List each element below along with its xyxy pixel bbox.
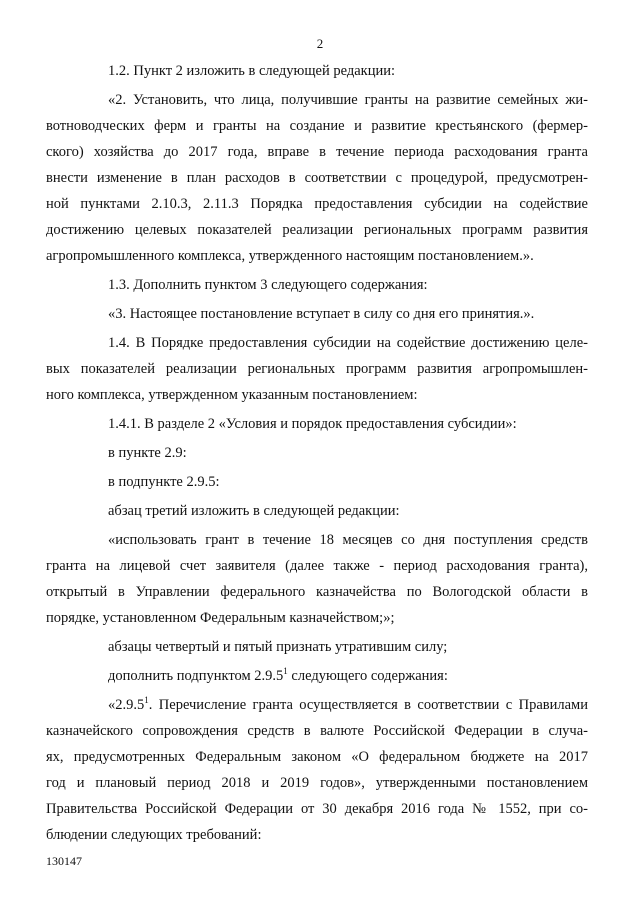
document-id: 130147 (46, 854, 82, 868)
text-line: ях, предусмотренных Федеральным законом «О федеральном бюджете на 2017 (46, 749, 588, 765)
text-line: казначейского сопровождения средств в валюте Российской Федерации в случа- (46, 723, 588, 739)
paragraph-add-subpoint (46, 663, 588, 689)
paragraph-1-4-1: 1.4.1. В разделе 2 «Условия и порядок предоставления субсидии»: (108, 416, 517, 432)
text-line: ной пунктами 2.10.3, 2.11.3 Порядка предоставления субсидии на содействие (46, 196, 588, 212)
superscript: 1 (283, 666, 288, 677)
paragraph-point-2-9: в пункте 2.9: (108, 445, 187, 461)
text-fragment: «2.9.5 (108, 697, 145, 713)
text-line: достижению целевых показателей реализации региональных программ развития (46, 222, 588, 238)
text-line: 1.4. В Порядке предоставления субсидии на содействие достижению целе- (108, 335, 588, 351)
text-line: порядке, установленном Федеральным казначейством;»; (46, 610, 395, 626)
paragraph-quoted-3: «3. Настоящее постановление вступает в силу со дня его принятия.». (108, 306, 535, 322)
text-line: Правительства Российской Федерации от 30 декабря 2016 года № 1552, при со- (46, 801, 588, 817)
text-fragment: дополнить подпунктом 2.9.5 (108, 668, 284, 684)
paragraph-subpoint-2-9-5: в подпункте 2.9.5: (108, 474, 220, 490)
paragraph-abzacs-void: абзацы четвертый и пятый признать утратившим силу; (108, 639, 448, 655)
text-line: ского) хозяйства до 2017 года, вправе в течение периода расходования гранта (46, 144, 588, 160)
text-line: блюдении следующих требований: (46, 827, 262, 843)
paragraph-1-2: 1.2. Пункт 2 изложить в следующей редакции: (108, 63, 396, 79)
text-line: вотноводческих ферм и гранты на создание и развитие крестьянского (фермер- (46, 118, 588, 134)
paragraph-quoted-grant-use (46, 527, 588, 631)
text-line: «использовать грант в течение 18 месяцев со дня поступления средств (108, 532, 588, 548)
document-body (46, 58, 588, 848)
paragraph-quoted-2-9-5-1 (46, 692, 588, 848)
text-fragment: . Перечисление гранта осуществляется в соответствии с Правилами (148, 697, 588, 713)
text-line: гранта на лицевой счет заявителя (далее также - период расходования гранта), (46, 558, 588, 574)
text-line: агропромышленного комплекса, утвержденного настоящим постановлением.». (46, 248, 534, 264)
paragraph-1-3: 1.3. Дополнить пунктом 3 следующего содержания: (108, 277, 428, 293)
text-line: внести изменение в план расходов в соответствии с процедурой, предусмотрен- (46, 170, 588, 186)
text-line (46, 692, 588, 718)
page-number: 2 (316, 36, 324, 51)
paragraph-quoted-2 (46, 87, 588, 269)
paragraph-1-4 (46, 330, 588, 408)
text-line: открытый в Управлении федерального казначейства по Вологодской области в (46, 584, 588, 600)
text-line: «2. Установить, что лица, получившие гранты на развитие семейных жи- (108, 92, 588, 108)
text-fragment: следующего содержания: (287, 668, 448, 684)
text-line: вых показателей реализации региональных программ развития агропромышлен- (46, 361, 588, 377)
superscript: 1 (144, 695, 149, 706)
text-line: ного комплекса, утвержденном указанным постановлением: (46, 387, 418, 403)
paragraph-third-abzac: абзац третий изложить в следующей редакции: (108, 503, 400, 519)
text-line: год и плановый период 2018 и 2019 годов», утвержденными постановлением (46, 775, 588, 791)
